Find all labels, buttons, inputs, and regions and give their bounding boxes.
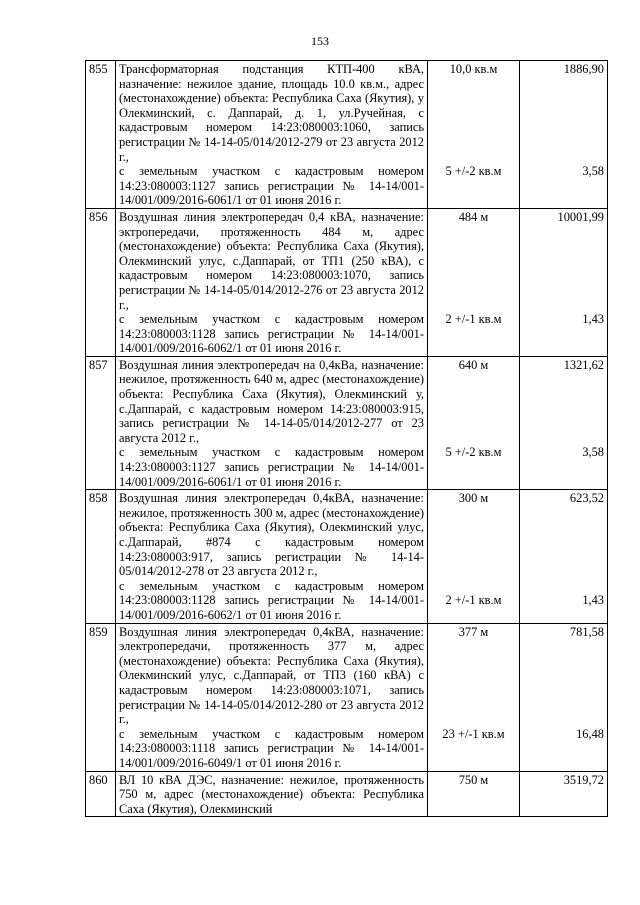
object-description bbox=[116, 61, 428, 209]
page-number: 153 bbox=[311, 34, 329, 48]
cost-main: 1321,62 bbox=[563, 357, 604, 372]
land-plot-text: с земельным участком с кадастровым номером 14:23:080003:1118 запись регистрации № 14-14/001-14/001/009/2016-6049/1 от 01 июня 2016 г. bbox=[119, 726, 424, 770]
table-row bbox=[86, 356, 608, 489]
row-number: 858 bbox=[86, 490, 116, 623]
cost-main: 3519,72 bbox=[563, 772, 604, 787]
object-description bbox=[116, 208, 428, 356]
row-number: 859 bbox=[86, 623, 116, 771]
area-main: 640 м bbox=[458, 357, 489, 372]
land-plot-text: с земельным участком с кадастровым номером 14:23:080003:1128 запись регистрации № 14-14/001-14/001/009/2016-6062/1 от 01 июня 2016 г. bbox=[119, 578, 424, 622]
cost-cell bbox=[520, 490, 608, 623]
area-cell bbox=[428, 490, 520, 623]
row-number: 855 bbox=[86, 61, 116, 209]
object-main-text: Трансформаторная подстанция КТП-400 кВА, назначение: нежилое здание, площадь 10.0 кв.м., адрес (местонахождение) объекта: Республика Саха (Якутия), у Олекминский, с. Даппарай, д. 1, ул.Ручейная, с кадастровым номером 14:23:080003:1060, запись регистрации № 14-14-05/014/2012-279 от 23 августа 2012 г., bbox=[119, 62, 424, 164]
area-cell bbox=[428, 61, 520, 209]
cost-main: 623,52 bbox=[569, 491, 604, 506]
table-row bbox=[86, 771, 608, 817]
cost-land: 3,58 bbox=[582, 164, 604, 179]
cost-main: 10001,99 bbox=[557, 209, 604, 224]
area-land: 5 +/-2 кв.м bbox=[445, 164, 502, 179]
object-description bbox=[116, 356, 428, 489]
area-land: 2 +/-1 кв.м bbox=[445, 593, 502, 608]
object-main-text: Воздушная линия электропередач 0,4кВА, назначение: электропередачи, протяженность 377 м, адрес (местонахождение) объекта: Республика Саха (Якутия), Олекминский улус, с.Даппарай, от ТП3 (160 кВА) с кадастровым номером 14:23:080003:1071, запись регистрации № 14-14-05/014/2012-280 от 23 августа 2012 г., bbox=[119, 624, 424, 727]
area-cell bbox=[428, 623, 520, 771]
area-land: 23 +/-1 кв.м bbox=[442, 726, 505, 741]
area-land: 5 +/-2 кв.м bbox=[445, 445, 502, 460]
area-cell bbox=[428, 208, 520, 356]
cost-main: 781,58 bbox=[569, 624, 604, 639]
object-description bbox=[116, 623, 428, 771]
area-main: 377 м bbox=[458, 624, 489, 639]
land-plot-text: с земельным участком с кадастровым номером 14:23:080003:1127 запись регистрации № 14-14/001-14/001/009/2016-6061/1 от 01 июня 2016 г. bbox=[119, 445, 424, 489]
table-row bbox=[86, 208, 608, 356]
cost-main: 1886,90 bbox=[563, 62, 604, 76]
row-number: 857 bbox=[86, 356, 116, 489]
area-main: 750 м bbox=[458, 772, 489, 787]
object-main-text: Воздушная линия электропередач на 0,4кВа, назначение: нежилое, протяженность 640 м, адрес (местонахождение) объекта: Республика Саха (Якутия), Олекминский у, с.Даппарай, с кадастровым номером 14:23:080003:915, запись регистрации № 14-14-05/014/2012-277 от 23 августа 2012 г., bbox=[119, 357, 424, 445]
object-description bbox=[116, 771, 428, 817]
object-main-text: Воздушная линия электропередач 0,4 кВА, назначение: эктропередачи, протяженность 484 м, адрес (местонахождение) объекта: Республика Саха (Якутия), Олекминский улус, с.Даппарай, от ТП1 (250 кВА), с кадастровым номером 14:23:080003:1070, запись регистрации № 14-14-05/014/2012-276 от 23 августа 2012 г., bbox=[119, 209, 424, 312]
area-land: 2 +/-1 кв.м bbox=[445, 312, 502, 327]
land-plot-text: с земельным участком с кадастровым номером 14:23:080003:1128 запись регистрации № 14-14/001-14/001/009/2016-6062/1 от 01 июня 2016 г. bbox=[119, 312, 424, 356]
cost-cell bbox=[520, 61, 608, 209]
property-registry-table bbox=[85, 60, 608, 817]
area-cell bbox=[428, 771, 520, 817]
cost-land: 1,43 bbox=[582, 593, 604, 608]
row-number: 860 bbox=[86, 771, 116, 817]
cost-land: 16,48 bbox=[576, 726, 604, 741]
cost-cell bbox=[520, 771, 608, 817]
cost-land: 1,43 bbox=[582, 312, 604, 327]
area-cell bbox=[428, 356, 520, 489]
table-row bbox=[86, 623, 608, 771]
table-row bbox=[86, 490, 608, 623]
cost-cell bbox=[520, 208, 608, 356]
area-main: 10,0 кв.м bbox=[449, 62, 498, 76]
object-main-text: Воздушная линия электропередач 0,4кВА, назначение: нежилое, протяженность 300 м, адрес (местонахождение) объекта: Республика Саха (Якутия), Олекминский улус, с.Даппарай, #874 с кадастровым номером 14:23:080003:917, запись регистрации № 14-14-05/014/2012-278 от 23 августа 2012 г., bbox=[119, 491, 424, 579]
area-main: 484 м bbox=[458, 209, 489, 224]
object-description bbox=[116, 490, 428, 623]
cost-land: 3,58 bbox=[582, 445, 604, 460]
cost-cell bbox=[520, 356, 608, 489]
area-main: 300 м bbox=[458, 491, 489, 506]
row-number: 856 bbox=[86, 208, 116, 356]
land-plot-text: с земельным участком с кадастровым номером 14:23:080003:1127 запись регистрации № 14-14/001-14/001/009/2016-6061/1 от 01 июня 2016 г. bbox=[119, 164, 424, 208]
cost-cell bbox=[520, 623, 608, 771]
object-main-text: ВЛ 10 кВА ДЭС, назначение: нежилое, протяженность 750 м, адрес (местонахождение) объекта: Республика Саха (Якутия), Олекминский bbox=[119, 772, 424, 816]
table-row bbox=[86, 61, 608, 209]
